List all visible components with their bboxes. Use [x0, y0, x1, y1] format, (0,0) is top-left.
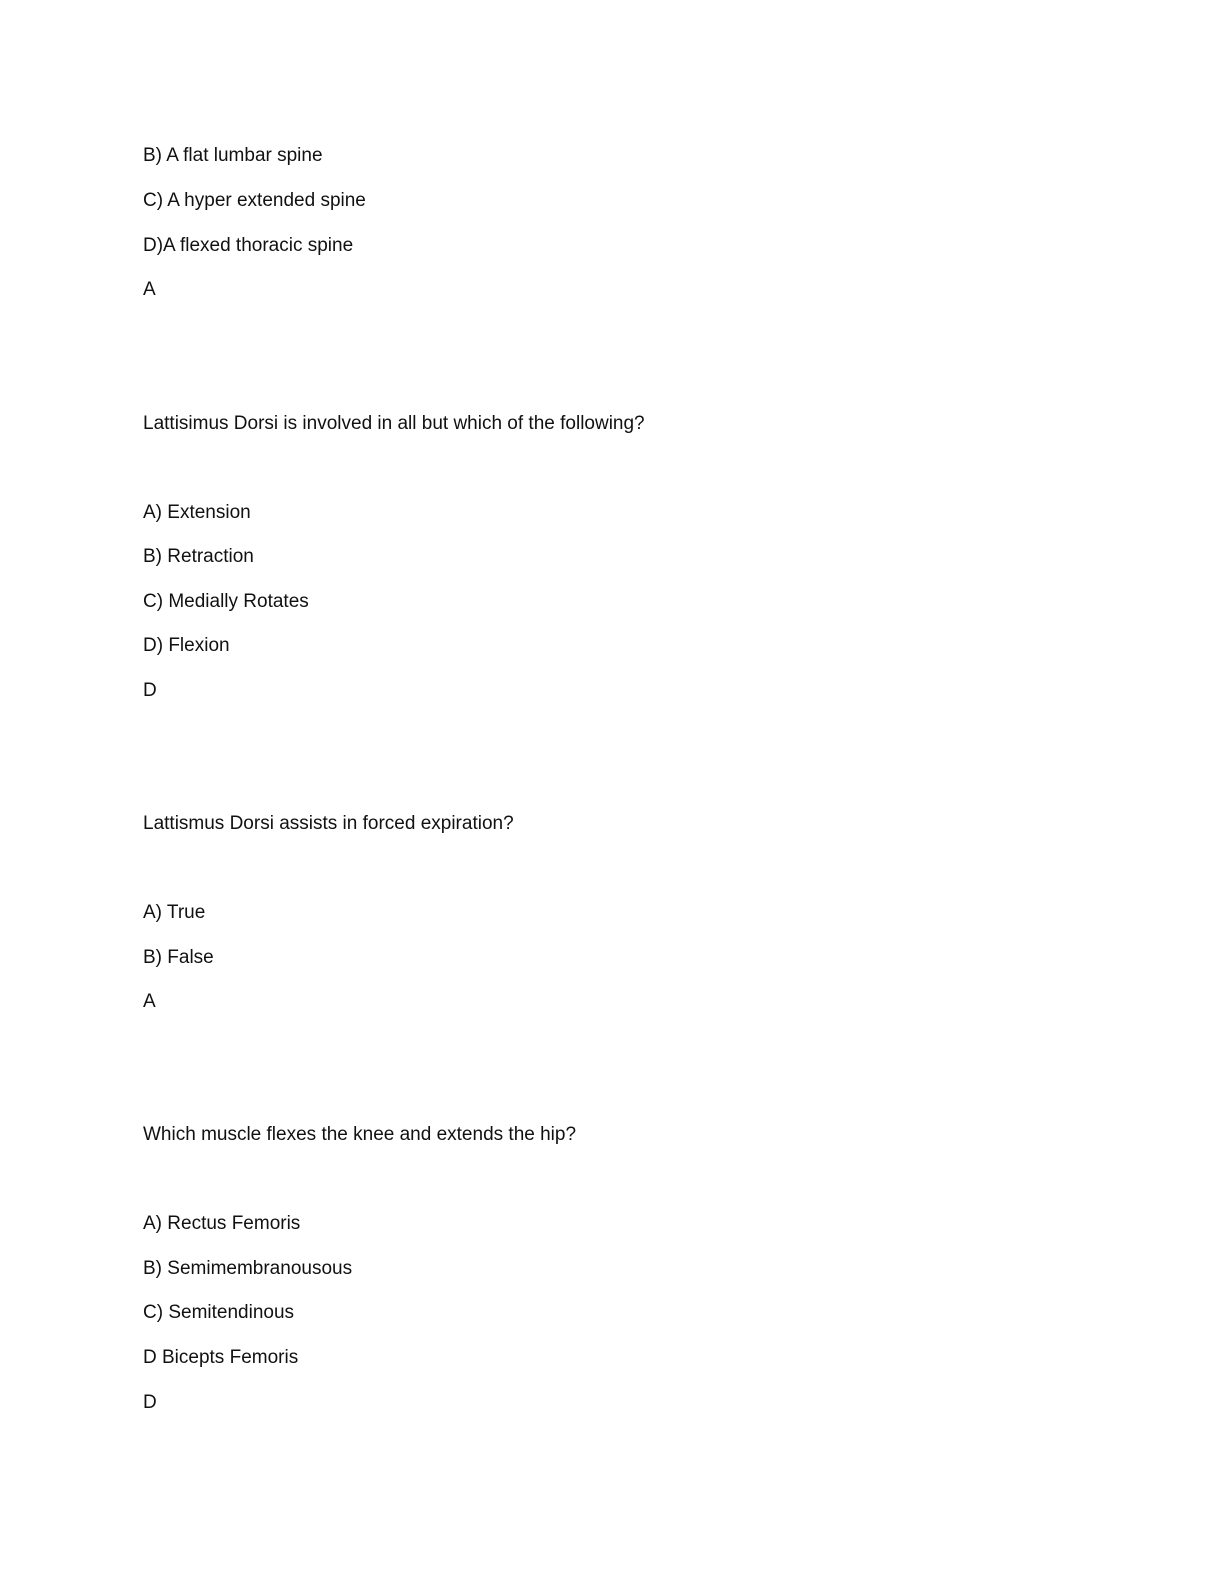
answer-line: A: [143, 991, 156, 1012]
option-line: D Bicepts Femoris: [143, 1347, 299, 1368]
question-text: Lattisimus Dorsi is involved in all but which of the following?: [143, 413, 645, 434]
option-line: C) Semitendinous: [143, 1302, 295, 1323]
option-line: D)A flexed thoracic spine: [143, 235, 354, 256]
option-line: B) Semimembranousous: [143, 1258, 353, 1279]
option-line: A) True: [143, 902, 206, 923]
option-line: B) Retraction: [143, 546, 254, 567]
answer-line: D: [143, 1392, 157, 1413]
answer-line: A: [143, 279, 156, 300]
option-line: A) Rectus Femoris: [143, 1213, 301, 1234]
option-line: A) Extension: [143, 502, 251, 523]
option-line: C) A hyper extended spine: [143, 190, 366, 211]
option-line: D) Flexion: [143, 635, 230, 656]
option-line: B) A flat lumbar spine: [143, 145, 323, 166]
option-line: B) False: [143, 947, 214, 968]
answer-line: D: [143, 680, 157, 701]
option-line: C) Medially Rotates: [143, 591, 309, 612]
question-text: Lattismus Dorsi assists in forced expiration?: [143, 813, 514, 834]
question-text: Which muscle flexes the knee and extends the hip?: [143, 1124, 577, 1145]
